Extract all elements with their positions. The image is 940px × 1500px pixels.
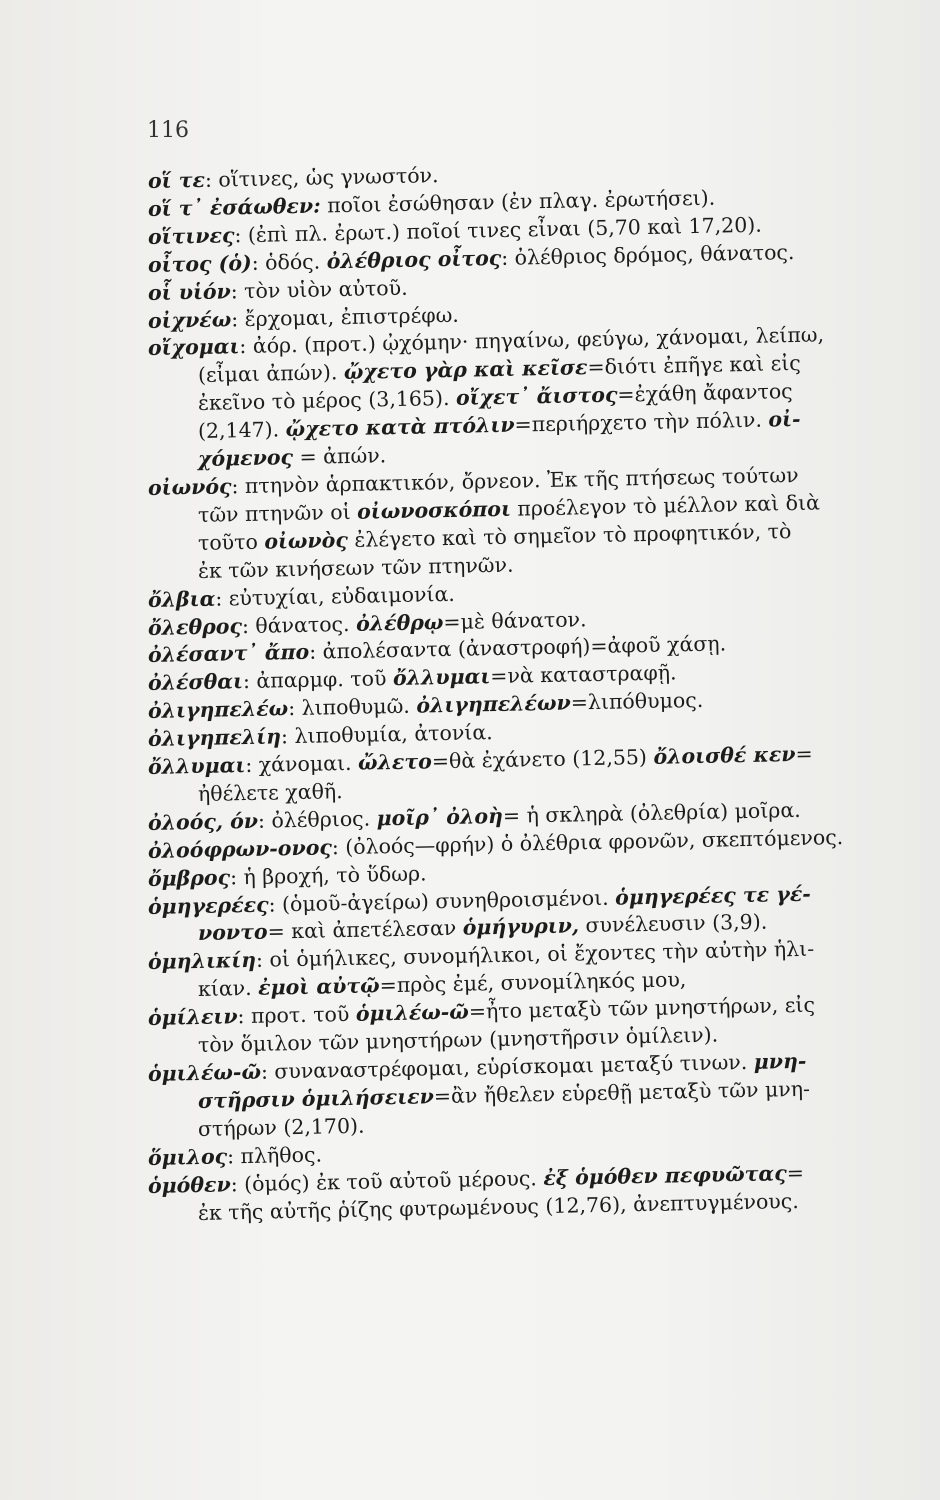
definition-text: : ἀπαρμφ. τοῦ [242,666,394,694]
bold-phrase: ὤλετο [357,749,433,775]
definition-text: : οἵτινες, ὡς γνωστόν. [204,163,439,192]
definition-text: : πλῆθος. [226,1142,323,1169]
definition-text: : (ὀλοός—φρήν) ὁ ὀλέθρια φρονῶν, σκεπτόμενος. [331,824,844,860]
bold-phrase: ὁμιλέω-ῶ [355,999,470,1027]
bold-phrase: νοντο [197,920,268,946]
headword: οἵ τ᾽ ἐσάωθεν: [147,193,321,221]
definition-text: : ὀλέθριος δρόμος, θάνατος. [500,239,795,270]
definition-text: τὸν ὅμιλον τῶν μνηστήρων (μνηστῆρσιν ὁμίλειν). [197,1022,719,1058]
definition-text: : πτηνὸν ἁρπακτικόν, ὄρνεον. Ἐκ τῆς πτήσεως τούτων [231,462,799,499]
bold-phrase: ὄλοισθέ κεν [653,742,796,769]
definition-text: = [786,1160,805,1185]
definition-text: ἐκ τῶν κινήσεων τῶν πτηνῶν. [197,552,514,583]
headword: ὀλοόφρων-ονος [147,835,333,863]
bold-phrase: οἰ- [768,407,801,432]
definition-text: κίαν. [197,976,259,1002]
definition-text: =θὰ ἐχάνετο (12,55) [431,744,654,774]
definition-text: =πρὸς ἐμέ, συνομίληκός μου, [379,967,687,998]
headword: ὄλλυμαι [147,753,246,780]
definition-text: = [795,741,813,767]
definition-text: = ἡ σκληρὰ (ὀλεθρία) μοῖρα. [502,797,801,828]
bold-phrase: ᾤχετο κατὰ πτόλιν [285,412,515,442]
headword: ὁμίλειν [147,1004,238,1031]
definition-text: : οἱ ὁμήλικες, συνομήλικοι, οἱ ἔχοντες τὴν αὐτὴν ἡλι- [255,937,815,973]
bold-phrase: οἰωνοσκόποι [356,496,512,524]
definition-text: τῶν πτηνῶν οἱ [197,499,358,527]
headword: οἶτος (ὁ) [147,250,252,277]
definition-text: (εἶμαι ἀπών). [197,360,345,388]
definition-text: =ἂν ἤθελεν εὑρεθῇ μεταξὺ τῶν μνη- [433,1076,811,1109]
bold-phrase: ἐξ ὁμόθεν πεφυῶτας [543,1160,787,1190]
definition-text: =ἐχάθη ἄφαντος [617,379,793,407]
definition-text: = καὶ ἀπετέλεσαν [267,916,463,945]
bold-phrase: ὄλλυμαι [392,664,491,691]
definition-text: : (ἐπὶ πλ. ἐρωτ.) ποῖοί τινες εἶναι (5,70 καὶ 17,20). [234,212,762,248]
definition-text: (2,147). [197,417,286,444]
bold-phrase: ὁμηγερέες τε γέ- [614,881,812,910]
definition-text: : ὁδός. [251,249,327,275]
definition-text: = ἀπών. [292,443,387,470]
bold-phrase: ὁμήγυριν, [462,913,580,941]
definition-text: ἐκεῖνο τὸ μέρος (3,165). [197,386,457,416]
definition-text: =μὲ θάνατον. [443,606,587,634]
headword: οἵτινες [147,223,235,249]
headword: ὀλιγηπελέω [147,696,289,724]
definition-text: ἐκ τῆς αὐτῆς ῥίζης φυτρωμένους (12,76), ἀνεπτυγμένους. [197,1188,799,1225]
headword: ὀλέσθαι [147,669,244,696]
definition-text: : συναναστρέφομαι, εὑρίσκομαι μεταξύ τινων. [260,1049,755,1084]
bold-phrase: ἐμοὶ αὐτῷ [257,973,380,1001]
definition-text: =διότι ἐπῆγε καὶ εἰς [587,351,801,380]
definition-text: ἠθέλετε χαθῆ. [197,779,343,806]
definition-text: : ἡ βροχή, τὸ ὕδωρ. [229,861,427,890]
headword: ὅμιλος [147,1144,228,1170]
definition-text: ἐλέγετο καὶ τὸ σημεῖον τὸ προφητικόν, τὸ [347,518,792,552]
headword: ὀλοός, όν [147,808,259,835]
definition-text: =περιήρχετο τὴν πόλιν. [514,407,769,437]
bold-phrase: ὀλέθρῳ [355,609,444,636]
definition-text: : λιποθυμία, ἀτονία. [280,720,493,749]
page-number: 116 [147,118,189,143]
bold-phrase: ᾤχετο γὰρ καὶ κεῖσε [343,355,588,385]
headword: ὁμόθεν [147,1171,231,1198]
definition-text: : ἔρχομαι, ἐπιστρέφω. [231,302,460,331]
headword: ὄλεθρος [147,613,243,640]
headword: ὄλβια [147,586,216,612]
bold-phrase: χόμενος [197,445,294,472]
entry-list [147,163,918,1228]
definition-text: ποῖοι ἐσώθησαν (ἐν πλαγ. ἐρωτήσει). [320,185,716,218]
headword: ὁμηλικίη [147,948,257,975]
headword: ὄμβρος [147,865,231,891]
bold-phrase: ὀλιγηπελέων [416,690,571,718]
headword: οἷ υἱόν [147,278,231,305]
definition-text: : τὸν υἱὸν αὐτοῦ. [230,275,408,303]
bold-phrase: μοῖρ᾽ ὀλοὴ [376,803,504,831]
definition-text: =λιπόθυμος. [570,688,704,715]
headword: ὀλέσαντ᾽ ἄπο [147,640,310,668]
bold-phrase: ὀλέθριος οἶτος [326,245,502,274]
bold-phrase: οἴχετ᾽ ἄιστος [455,382,618,411]
bold-phrase: οἰωνὸς [264,527,349,554]
definition-text: : χάνομαι. [245,750,359,778]
definition-text: : εὐτυχίαι, εὐδαιμονία. [215,581,456,611]
bold-phrase: μνη- [753,1048,807,1074]
definition-text: συνέλευσιν (3,9). [578,910,768,938]
headword: ὀλιγηπελίη [147,724,282,752]
definition-text: : (ὁμοῦ-ἀγείρω) συνηθροισμένοι. [268,885,616,917]
bold-phrase: στῆρσιν ὁμιλήσειεν [197,1084,435,1113]
definition-text: : θάνατος. [241,611,357,638]
definition-text: : (ὁμός) ἐκ τοῦ αὐτοῦ μέρους. [230,1165,544,1196]
headword: οἵ τε [147,167,206,193]
definition-text: : ἀόρ. (προτ.) ᾠχόμην· πηγαίνω, φεύγω, χάνομαι, λείπω, [239,322,825,359]
definition-text: =νὰ καταστραφῇ. [490,660,677,689]
headword: οἰωνός [147,474,232,500]
definition-text: : προτ. τοῦ [237,1002,357,1029]
headword: οἴχομαι [147,334,240,361]
headword: ὁμιλέω-ῶ [147,1059,262,1086]
definition-text: =ἦτο μεταξὺ τῶν μνηστήρων, εἰς [468,992,816,1024]
definition-text: στήρων (2,170). [197,1113,365,1141]
definition-text: : ἀπολέσαντα (ἀναστροφή)=ἀφοῦ χάσῃ. [308,631,727,665]
definition-text: : ὀλέθριος. [257,806,377,833]
headword: ὁμηγερέες [147,892,269,919]
definition-text: : λιποθυμῶ. [287,693,417,721]
headword: οἰχνέω [147,306,232,333]
definition-text: τοῦτο [197,529,265,555]
definition-text: προέλεγον τὸ μέλλον καὶ διὰ [510,490,821,521]
